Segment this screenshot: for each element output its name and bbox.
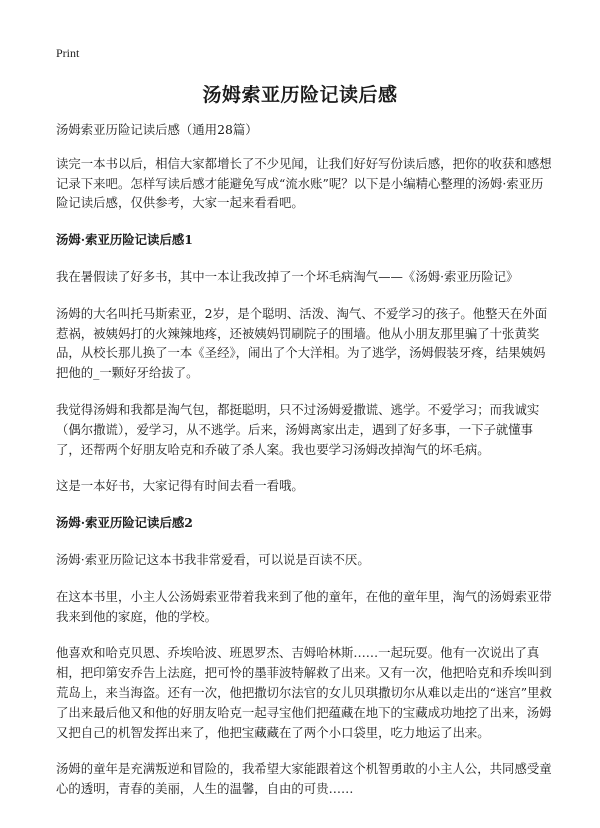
document-body [56, 120, 552, 816]
paragraph: 汤姆的童年是充满叛逆和冒险的，我希望大家能跟着这个机智勇敢的小主人公，共同感受童心的透明，青春的美丽，人生的温馨，自由的可贵…… [56, 761, 552, 797]
print-link[interactable]: Print [56, 46, 80, 60]
document-title: 汤姆索亚历险记读后感 [202, 84, 398, 106]
paragraph: 他喜欢和哈克贝恩、乔埃哈波、班恩罗杰、吉姆哈林斯……一起玩耍。他有一次说出了真相，把印第安乔告上法庭，把可怜的墨菲波特解救了出来。又有一次，他把哈克和乔埃叫到荒岛上，来当海盗。还有一次，他把撒切尔法官的女儿贝琪撒切尔从难以走出的“迷宫”里救了出来最后他又和他的好朋友哈克一起寻宝他们把蕴藏在地下的宝藏成功地挖了出来，汤姆又把自己的机智发挥出来了，他把宝藏藏在了两个小口袋里，吃力地运了出来。 [56, 645, 552, 740]
section-heading-1: 汤姆·索亚历险记读后感1 [56, 232, 193, 248]
document-subtitle: 汤姆索亚历险记读后感（通用28篇） [56, 122, 258, 137]
intro-paragraph: 读完一本书以后，相信大家都增长了不少见闻，让我们好好写份读后感，把你的收获和感想记录下来吧。怎样写读后感才能避免写成“流水账”呢？以下是小编精心整理的汤姆·索亚历险记读后感，仅供参考，大家一起来看看吧。 [56, 155, 552, 211]
paragraph: 汤姆·索亚历险记这本书我非常爱看，可以说是百读不厌。 [56, 551, 370, 567]
section-heading-2: 汤姆·索亚历险记读后感2 [56, 515, 193, 531]
paragraph: 汤姆的大名叫托马斯索亚，2岁，是个聪明、活泼、淘气、不爱学习的孩子。他整天在外面惹祸，被姨妈打的火辣辣地疼，还被姨妈罚刷院子的围墙。他从小朋友那里骗了十张黄奖品，从校长那儿换了一本《圣经》，闹出了个大洋相。为了逃学，汤姆假装牙疼，结果姨妈把他的_一颗好牙给拔了。 [56, 305, 548, 381]
paragraph: 这是一本好书，大家记得有时间去看一看哦。 [56, 478, 304, 494]
paragraph: 在这本书里，小主人公汤姆索亚带着我来到了他的童年，在他的童年里，淘气的汤姆索亚带我来到他的家庭，他的学校。 [56, 588, 552, 624]
paragraph: 我觉得汤姆和我都是淘气包，都挺聪明，只不过汤姆爱撒谎、逃学。不爱学习；而我诚实（偶尔撒谎），爱学习，从不逃学。后来，汤姆离家出走，遇到了好多事，一下子就懂事了，还帮两个好朋友哈克和乔破了杀人案。我也要学习汤姆改掉淘气的坏毛病。 [56, 401, 540, 457]
paragraph: 我在暑假读了好多书，其中一本让我改掉了一个坏毛病淘气——《汤姆·索亚历险记》 [56, 268, 519, 284]
